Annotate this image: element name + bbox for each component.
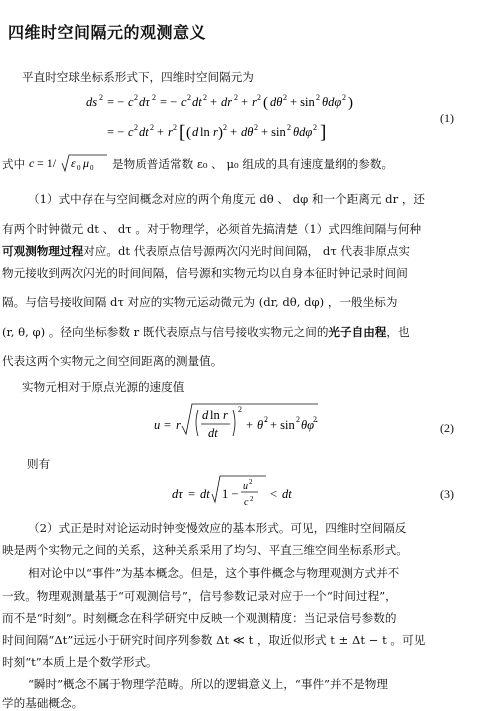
svg-text:= −: = −	[107, 125, 125, 139]
svg-text:2: 2	[257, 93, 261, 102]
svg-text:2: 2	[249, 478, 253, 486]
svg-text:d: d	[192, 125, 199, 139]
para1-line5: 隔。与信号接收间隔 dτ 对应的实物元运动微元为 (dr, dθ, dφ) ，一般坐标为	[2, 295, 398, 309]
svg-text:2: 2	[99, 93, 103, 102]
para3-line2: 一致。物理观测量基于“可观测信号”，信号参数记录对应于一个“时间过程”，	[2, 589, 397, 603]
svg-text:dt: dt	[200, 487, 210, 501]
svg-text:c: c	[29, 156, 35, 170]
svg-text:=: =	[164, 418, 172, 432]
svg-text:u: u	[243, 481, 248, 492]
svg-text:2: 2	[134, 123, 138, 132]
svg-text:+: +	[210, 95, 218, 109]
svg-text:2: 2	[264, 415, 268, 424]
para1-line1: （1）式中存在与空间概念对应的两个角度元 dθ 、 dφ 和一个距离元 dr ，还	[28, 192, 426, 206]
svg-text:d: d	[202, 408, 209, 422]
para3-line1: 相对论中以“事件”为基本概念。但是，这个事件概念与物理观测方式并不	[28, 566, 400, 580]
then-text: 则有	[27, 457, 51, 471]
svg-text:+ sin: + sin	[270, 418, 295, 432]
svg-text:2: 2	[173, 123, 177, 132]
svg-text:2: 2	[238, 405, 242, 414]
svg-text:dt: dt	[208, 426, 218, 440]
svg-text:(: (	[186, 125, 191, 141]
equation-1-number: (1)	[440, 111, 454, 125]
svg-text:): )	[348, 95, 353, 111]
svg-text:=: =	[188, 487, 196, 501]
para4-line1: “瞬时”概念不属于物理学范畴。所以的逻辑意义上，“事件”并不是物理	[28, 677, 388, 691]
svg-text:= −: = −	[160, 95, 178, 109]
svg-text:1 −: 1 −	[222, 487, 239, 501]
svg-text:ε: ε	[71, 156, 76, 170]
para2-line1: （2）式正是时对论运动时钟变慢效应的基本形式。可见，四维时空间隔反	[28, 521, 407, 535]
svg-text:r: r	[176, 418, 181, 432]
svg-text:dt: dt	[192, 95, 202, 109]
para1-line6-a: (r, θ, φ) 。径向坐标参数 r 既代表原点与信号接收实物元之间的	[2, 325, 329, 339]
observable-process-term: 可观测物理过程	[2, 244, 84, 258]
svg-text:ln: ln	[210, 408, 220, 422]
svg-text:2: 2	[150, 123, 154, 132]
svg-text:θ̇: θ̇	[257, 418, 264, 432]
svg-text:0: 0	[77, 164, 81, 172]
svg-text:]: ]	[320, 122, 327, 143]
svg-text:c: c	[128, 125, 134, 139]
para1-line6	[2, 324, 410, 340]
intro-text: 平直时空球坐标系形式下，四维时空间隔元为	[22, 70, 254, 84]
svg-text:(: (	[263, 95, 268, 111]
svg-text:+: +	[230, 125, 238, 139]
svg-text:dθ: dθ	[241, 125, 254, 139]
svg-text:dθ: dθ	[270, 95, 283, 109]
svg-text:c: c	[128, 95, 134, 109]
svg-text:r: r	[252, 95, 257, 109]
svg-text:2: 2	[296, 415, 300, 424]
para1-line7: 代表这两个实物元之间空间距离的测量值。	[2, 354, 223, 368]
svg-text:ds: ds	[86, 95, 98, 109]
page-title: 四维时空间隔元的观测意义	[8, 23, 207, 42]
para2-line2: 映是两个实物元之间的关系，这种关系采用了均匀、平直三维空间坐标系形式。	[2, 543, 408, 557]
svg-text:dt: dt	[139, 125, 149, 139]
para3-line4: 时间间隔“Δt”远远小于研究时间序列参数 Δt ≪ t ，取近似形式 t ± Δt − t 。可见	[2, 633, 426, 647]
svg-text:= 1/: = 1/	[37, 156, 57, 170]
svg-text:): )	[218, 125, 223, 141]
svg-text:[: [	[179, 122, 186, 143]
para1-line3	[2, 243, 410, 259]
svg-text:2: 2	[250, 495, 254, 503]
svg-text:2: 2	[234, 93, 238, 102]
svg-text:μ: μ	[83, 156, 90, 170]
svg-text:r: r	[213, 125, 218, 139]
svg-text:2: 2	[152, 93, 156, 102]
svg-text:2: 2	[313, 123, 317, 132]
svg-text:dt: dt	[282, 487, 292, 501]
para4-line2: 学的基础概念。	[2, 696, 84, 710]
para1-line6-b: ，也	[386, 325, 410, 339]
velocity-intro: 实物元相对于原点光源的速度值	[22, 380, 185, 394]
svg-text:2: 2	[287, 123, 291, 132]
svg-text:c: c	[244, 497, 249, 508]
svg-text:= −: = −	[107, 95, 125, 109]
svg-text:2: 2	[223, 123, 227, 132]
svg-text:θdφ: θdφ	[293, 125, 313, 139]
svg-text:+: +	[157, 125, 165, 139]
svg-text:2: 2	[342, 93, 346, 102]
equation-2	[150, 398, 350, 454]
svg-text:2: 2	[203, 93, 207, 102]
svg-text:2: 2	[187, 93, 191, 102]
svg-text:2: 2	[134, 93, 138, 102]
para3-line5: 时刻“t”本质上是个数学形式。	[2, 655, 158, 669]
svg-text:2: 2	[313, 415, 317, 424]
equation-1	[80, 88, 380, 150]
equation-2-number: (2)	[440, 421, 454, 435]
svg-text:2: 2	[316, 93, 320, 102]
svg-text:2: 2	[283, 93, 287, 102]
svg-text:+: +	[241, 95, 249, 109]
para1-line3-rest: 对应。dt 代表原点信号源两次闪光时间间隔， dτ 代表非原点实	[83, 244, 410, 258]
svg-text:<: <	[270, 487, 278, 501]
svg-text:θφ̇: θφ̇	[301, 418, 315, 432]
equation-3	[168, 472, 308, 512]
svg-text:c: c	[181, 95, 187, 109]
svg-text:dτ: dτ	[139, 95, 150, 109]
svg-text:dr: dr	[221, 95, 233, 109]
photon-free-path-term: 光子自由程	[328, 325, 387, 339]
svg-text:ln: ln	[200, 125, 210, 139]
svg-text:u: u	[154, 418, 161, 432]
para1-line4: 物元接收到两次闪光的时间间隔，信号源和实物元均以自身本征时钟记录时间间	[2, 266, 408, 280]
svg-text:r: r	[223, 408, 228, 422]
svg-text:r: r	[168, 125, 173, 139]
svg-text:+: +	[246, 418, 254, 432]
c-definition-formula	[27, 151, 111, 175]
para3-line3: 而不是“时刻”。时刻概念在科学研究中反映一个观测精度：当记录信号参数的	[2, 611, 397, 625]
c-definition-prefix: 式中	[2, 157, 26, 171]
svg-text:+ sin: + sin	[290, 95, 315, 109]
svg-text:dτ: dτ	[172, 487, 183, 501]
c-definition-text: 是物质普适常数 ε₀ 、 μ₀ 组成的具有速度量纲的参数。	[112, 157, 394, 171]
svg-text:2: 2	[254, 123, 258, 132]
svg-text:θdφ: θdφ	[322, 95, 342, 109]
para1-line2: 有两个时钟微元 dt 、 dτ 。对于物理学，必须首先搞清楚（1）式四维间隔与何种	[2, 222, 422, 236]
equation-3-number: (3)	[440, 487, 454, 501]
svg-text:0: 0	[90, 164, 94, 172]
svg-text:+ sin: + sin	[261, 125, 286, 139]
